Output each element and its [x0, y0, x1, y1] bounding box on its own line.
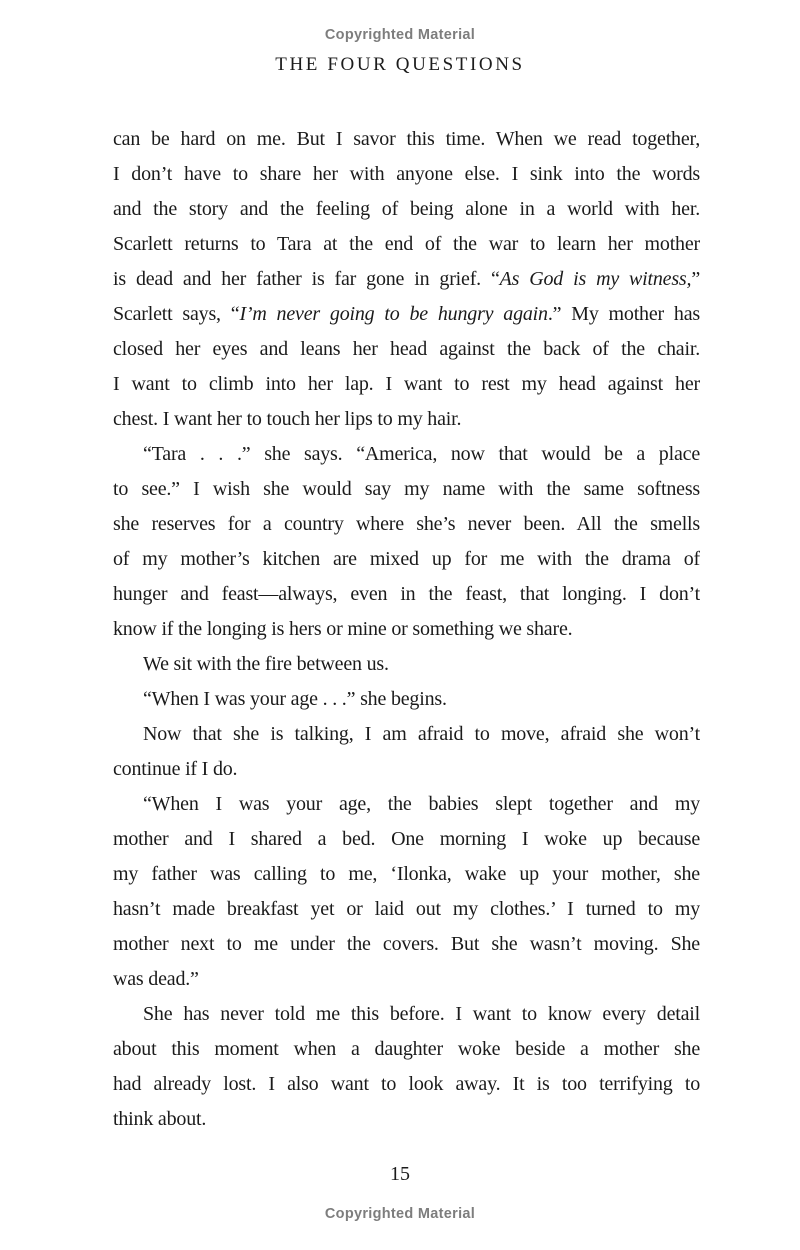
- text-run: can be hard on me. But I savor this time. When we read together,: [113, 128, 700, 150]
- page-body: [113, 122, 700, 1137]
- text-line: [113, 682, 700, 717]
- text-run: “When I was your age . . .” she begins.: [143, 688, 447, 710]
- text-line: [113, 157, 700, 192]
- text-run: “When I was your age, the babies slept together and my: [143, 793, 700, 815]
- text-run: I don’t have to share her with anyone else. I sink into the words: [113, 163, 700, 185]
- text-run: think about.: [113, 1108, 207, 1130]
- text-line: [113, 892, 700, 927]
- text-run: she reserves for a country where she’s never been. All the smells: [113, 513, 700, 535]
- text-line: [113, 1067, 700, 1102]
- text-run: ”: [691, 268, 700, 290]
- text-line: [113, 752, 700, 787]
- text-line: [113, 997, 700, 1032]
- text-run: of my mother’s kitchen are mixed up for me with the drama of: [113, 548, 700, 570]
- text-run: mother and I shared a bed. One morning I woke up because: [113, 828, 700, 850]
- text-line: [113, 297, 700, 332]
- text-line: [113, 227, 700, 262]
- copyright-notice-bottom: Copyrighted Material: [324, 1206, 476, 1222]
- text-line: [113, 857, 700, 892]
- text-run: Scarlett says, “: [113, 303, 240, 325]
- paragraph: [113, 997, 700, 1137]
- text-line: [113, 787, 700, 822]
- text-line: [113, 542, 700, 577]
- text-run: about this moment when a daughter woke beside a mother she: [113, 1038, 700, 1060]
- text-run: “Tara . . .” she says. “America, now that would be a place: [143, 443, 700, 465]
- text-run: hasn’t made breakfast yet or laid out my clothes.’ I turned to my: [113, 898, 700, 920]
- text-run: .” My mother has: [547, 303, 700, 325]
- text-run: We sit with the fire between us.: [143, 653, 389, 675]
- text-run: hunger and feast—always, even in the feast, that longing. I don’t: [113, 583, 700, 605]
- paragraph: [113, 647, 700, 682]
- text-line: [113, 1102, 700, 1137]
- text-run: continue if I do.: [113, 758, 238, 780]
- paragraph: [113, 122, 700, 437]
- text-run: know if the longing is hers or mine or something we share.: [113, 618, 573, 640]
- chapter-title: THE FOUR QUESTIONS: [275, 54, 525, 75]
- page-number: 15: [390, 1163, 410, 1185]
- text-run: had already lost. I also want to look away. It is too terrifying to: [113, 1073, 700, 1095]
- text-line: [113, 437, 700, 472]
- text-run: closed her eyes and leans her head against the back of the chair.: [113, 338, 700, 360]
- text-line: [113, 612, 700, 647]
- text-run: was dead.”: [113, 968, 199, 990]
- text-run: She has never told me this before. I want to know every detail: [143, 1003, 700, 1025]
- text-run: is dead and her father is far gone in grief. “: [113, 268, 500, 290]
- text-line: [113, 262, 700, 297]
- text-run: Scarlett returns to Tara at the end of the war to learn her mother: [113, 233, 700, 255]
- text-run: Now that she is talking, I am afraid to move, afraid she won’t: [143, 723, 700, 745]
- text-line: [113, 122, 700, 157]
- text-run: chest. I want her to touch her lips to my hair.: [113, 408, 462, 430]
- text-run: my father was calling to me, ‘Ilonka, wake up your mother, she: [113, 863, 700, 885]
- text-line: [113, 577, 700, 612]
- text-line: [113, 472, 700, 507]
- text-line: [113, 402, 700, 437]
- paragraph: [113, 717, 700, 787]
- text-line: [113, 367, 700, 402]
- text-run: I want to climb into her lap. I want to rest my head against her: [113, 373, 700, 395]
- italic-text-run: I’m never going to be hungry again: [239, 303, 548, 325]
- text-run: mother next to me under the covers. But she wasn’t moving. She: [113, 933, 700, 955]
- text-line: [113, 1032, 700, 1067]
- text-line: [113, 717, 700, 752]
- italic-text-run: As God is my witness,: [499, 268, 692, 290]
- text-line: [113, 927, 700, 962]
- text-line: [113, 822, 700, 857]
- text-line: [113, 332, 700, 367]
- paragraph: [113, 437, 700, 647]
- text-run: and the story and the feeling of being alone in a world with her.: [113, 198, 700, 220]
- paragraph: [113, 682, 700, 717]
- text-line: [113, 192, 700, 227]
- text-run: to see.” I wish she would say my name with the same softness: [113, 478, 700, 500]
- text-line: [113, 507, 700, 542]
- paragraph: [113, 787, 700, 997]
- copyright-notice-top: Copyrighted Material: [324, 27, 476, 43]
- text-line: [113, 647, 700, 682]
- text-line: [113, 962, 700, 997]
